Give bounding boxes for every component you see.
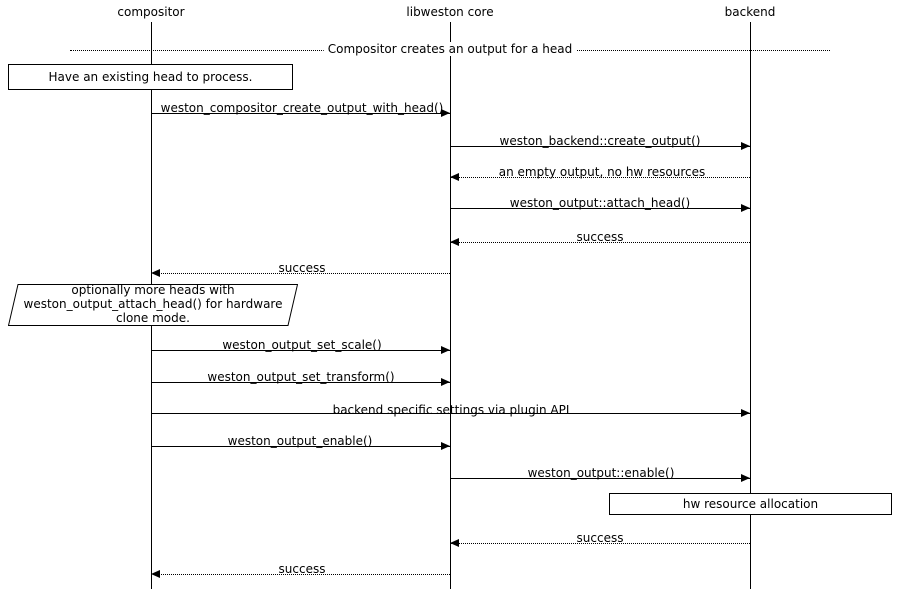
note-clone-mode-line: clone mode. [116, 310, 190, 325]
message-arrowhead-5 [151, 269, 160, 277]
message-label-10: weston_output::enable() [527, 466, 675, 480]
lifeline-label-backend: backend [724, 5, 776, 19]
message-label-11: success [576, 531, 624, 545]
note-clone-mode-line: optionally more heads with [71, 283, 235, 298]
lifeline-libweston-core [450, 22, 451, 589]
message-label-5: success [278, 261, 326, 275]
message-arrowhead-12 [151, 570, 160, 578]
message-arrowhead-8 [741, 409, 750, 417]
message-label-1: weston_backend::create_output() [499, 134, 701, 148]
message-arrowhead-10 [741, 474, 750, 482]
message-label-6: weston_output_set_scale() [222, 338, 382, 352]
message-arrowhead-2 [450, 173, 459, 181]
note-clone-mode [8, 284, 298, 326]
note-hw-resource: hw resource allocation [609, 493, 892, 515]
note-clone-mode-line: weston_output_attach_head() for hardware [23, 297, 283, 312]
message-arrowhead-1 [741, 142, 750, 150]
lifeline-label-libweston-core: libweston core [406, 5, 494, 19]
message-label-2: an empty output, no hw resources [498, 165, 706, 179]
note-existing-head: Have an existing head to process. [8, 64, 293, 90]
message-arrowhead-9 [441, 442, 450, 450]
message-arrowhead-3 [741, 204, 750, 212]
message-arrowhead-4 [450, 238, 459, 246]
message-arrowhead-7 [441, 378, 450, 386]
message-label-4: success [576, 230, 624, 244]
lifeline-label-compositor: compositor [117, 5, 185, 19]
message-label-8: backend specific settings via plugin API [332, 403, 570, 417]
message-label-9: weston_output_enable() [227, 434, 373, 448]
message-arrowhead-11 [450, 539, 459, 547]
message-label-0: weston_compositor_create_output_with_head() [160, 101, 444, 115]
message-label-3: weston_output::attach_head() [509, 196, 691, 210]
message-label-7: weston_output_set_transform() [207, 370, 395, 384]
message-label-12: success [278, 562, 326, 576]
message-arrowhead-6 [441, 346, 450, 354]
separator-label: Compositor creates an output for a head [324, 42, 577, 56]
note-clone-mode-text [8, 284, 298, 326]
